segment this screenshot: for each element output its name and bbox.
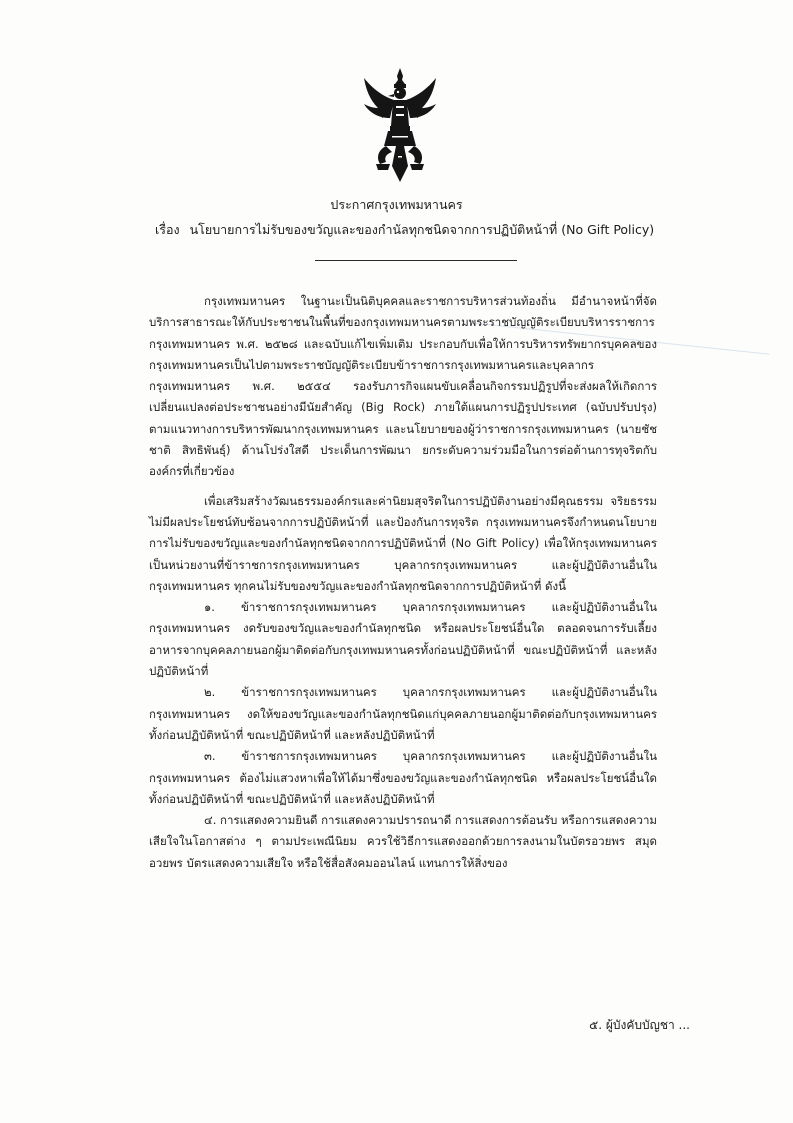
subject-label: เรื่อง [155,222,180,237]
next-page-continuation: ๕. ผู้บังคับบัญชา ... [589,1018,690,1032]
policy-item-4: ๔. การแสดงความยินดี การแสดงความปรารถนาดี การแสดงการต้อนรับ หรือการแสดงความเสียใจในโอกาสต่าง ๆ ตามประเพณีนิยม ควรใช้วิธีการแสดงออกด้วยการลงนามในบัตรอวยพร สมุดอวยพร บัตรแสดงความเสียใจ หรือใช้สื่อสังคมออนไลน์ แทนการให้สิ่งของ [149,813,657,870]
announcement-body [149,291,657,874]
garuda-emblem-icon [360,66,440,186]
paragraph-intro: กรุงเทพมหานคร ในฐานะเป็นนิติบุคคลและราชการบริหารส่วนท้องถิ่น มีอำนาจหน้าที่จัดบริการสาธารณะให้กับประชาชนในพื้นที่ของกรุงเทพมหานครตามพระราชบัญญัติระเบียบบริหารราชการกรุงเทพมหานคร พ.ศ. ๒๕๒๘ และฉบับแก้ไขเพิ่มเติม ประกอบกับเพื่อให้การบริหารทรัพยากรบุคคลของกรุงเทพมหานครเป็นไปตามพระราชบัญญัติระเบียบข้าราชการกรุงเทพมหานครและบุคลากรกรุงเทพมหานคร พ.ศ. ๒๕๕๔ รองรับภารกิจแผนขับเคลื่อนกิจกรรมปฏิรูปที่จะส่งผลให้เกิดการเปลี่ยนแปลงต่อประชาชนอย่างมีนัยสำคัญ (Big Rock) ภายใต้แผนการปฏิรูปประเทศ (ฉบับปรับปรุง) ตามแนวทางการบริหารพัฒนากรุงเทพมหานคร และนโยบายของผู้ว่าราชการกรุงเทพมหานคร (นายชัชชาติ สิทธิพันธุ์) ด้านโปร่งใสดี ประเด็นการพัฒนา ยกระดับความร่วมมือในการต่อต้านการทุจริตกับองค์กรที่เกี่ยวข้อง [149,294,657,479]
paragraph-purpose: เพื่อเสริมสร้างวัฒนธรรมองค์กรและค่านิยมสุจริตในการปฏิบัติงานอย่างมีคุณธรรม จริยธรรม ไม่มีผลประโยชน์ทับซ้อนจากการปฏิบัติหน้าที่ และป้องกันการทุจริต กรุงเทพมหานครจึงกำหนดนโยบายการไม่รับของขวัญและของกำนัลทุกชนิดจากการปฏิบัติหน้าที่ (No Gift Policy) เพื่อให้กรุงเทพมหานคร เป็นหน่วยงานที่ข้าราชการกรุงเทพมหานคร บุคลากรกรุงเทพมหานคร และผู้ปฏิบัติงานอื่นในกรุงเทพมหานคร ทุกคนไม่รับของขวัญและของกำนัลทุกชนิดจากการปฏิบัติหน้าที่ ดังนี้ [149,493,657,593]
policy-item-1: ๑. ข้าราชการกรุงเทพมหานคร บุคลากรกรุงเทพมหานคร และผู้ปฏิบัติงานอื่นในกรุงเทพมหานคร งดรับของขวัญและของกำนัลทุกชนิด หรือผลประโยชน์อื่นใด ตลอดจนการรับเลี้ยงอาหารจากบุคคลภายนอกผู้มาติดต่อกับกรุงเทพมหานครทั้งก่อนปฏิบัติหน้าที่ ขณะปฏิบัติหน้าที่ และหลังปฏิบัติหน้าที่ [149,600,657,679]
policy-item-3: ๓. ข้าราชการกรุงเทพมหานคร บุคลากรกรุงเทพมหานคร และผู้ปฏิบัติงานอื่นในกรุงเทพมหานคร ต้องไม่แสวงหาเพื่อให้ได้มาซึ่งของขวัญและของกำนัลทุกชนิด หรือผลประโยชน์อื่นใด ทั้งก่อนปฏิบัติหน้าที่ ขณะปฏิบัติหน้าที่ และหลังปฏิบัติหน้าที่ [149,749,657,806]
subject-text: นโยบายการไม่รับของขวัญและของกำนัลทุกชนิดจากการปฏิบัติหน้าที่ (No Gift Policy) [189,222,655,237]
announcement-title: ประกาศกรุงเทพมหานคร [330,197,463,212]
policy-item-2: ๒. ข้าราชการกรุงเทพมหานคร บุคลากรกรุงเทพมหานคร และผู้ปฏิบัติงานอื่นในกรุงเทพมหานคร งดให้ของขวัญและของกำนัลทุกชนิดแก่บุคคลภายนอกผู้มาติดต่อกับกรุงเทพมหานครทั้งก่อนปฏิบัติหน้าที่ ขณะปฏิบัติหน้าที่ และหลังปฏิบัติหน้าที่ [149,685,657,742]
header-divider [315,260,517,261]
announcement-subject [155,221,654,239]
